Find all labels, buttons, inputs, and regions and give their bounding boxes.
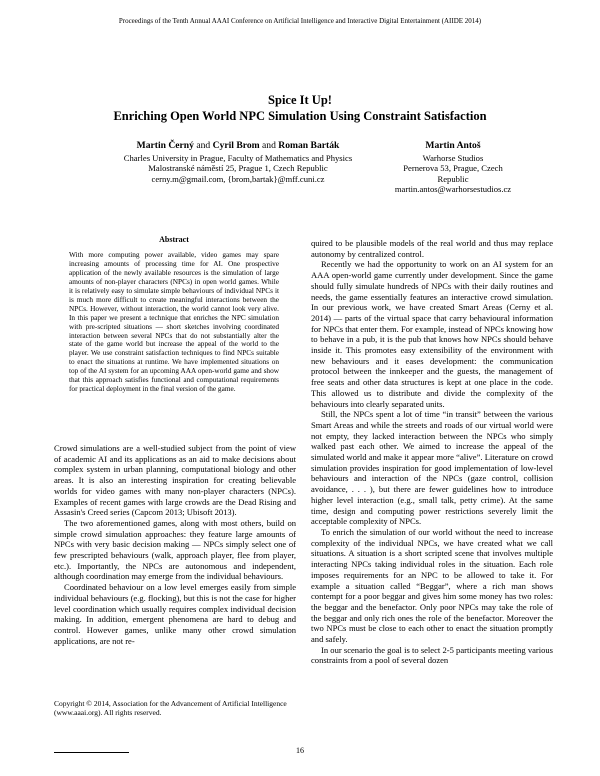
email-line: cerny.m@gmail.com, {brom,bartak}@mff.cuni.cz [151,173,325,184]
abstract-heading: Abstract [159,235,189,244]
conference-header: Proceedings of the Tenth Annual AAAI Conference on Artificial Intelligence and Interactive Digital Entertainment (AIIDE 2014) [118,17,482,25]
body-paragraph: To enrich the simulation of our world without the need to increase complexity of the individual NPCs, we have created what we call situations. A situation is a short scripted scene that involves multiple interacting NPCs taking individual roles in the situation. Each role imposes requirements for an NPC to be allowed to take it. For example a situation called “Beggar”, where a rich man shows contempt for a poor beggar and gives him some money has two roles: the beggar and the benefactor. Only poor NPCs may take the role of the beggar and only rich ones the role of the benefactor. Moreover the two NPCs must be close to each other to enact the situation promptly and safely. [311,526,553,645]
author-name: Martin Černý [136,140,194,151]
email-line: martin.antos@warhorsestudios.cz [394,183,512,194]
affiliation-right [388,153,518,194]
affiliation-line: Warhorse Studios [422,153,484,163]
abstract-text: With more computing power available, video games may spare increasing amounts of processing time for AI. One prospective application of the newly available resources is the simulation of large amounts of non-player characters (NPCs) in open world games. While it is relatively easy to simulate simple behaviours of individual NPCs it is much more difficult to create meaningful interactions between the NPCs. However, without interaction, the world cannot look very alive. In this paper we present a technique that enriches the NPC simulation with pre-scripted situations — short sketches involving coordinated interaction between several NPCs that do not substantially alter the state of the game world but increase the appeal of the world to the player. We use constraint satisfaction techniques to find NPCs suitable to enact the situations at runtime. We have implemented situations on top of the AI system for an upcoming AAA open-world game and show that this approach satisfies functional and computational requirements for practical deployment in the final version of the game. [69,249,279,394]
left-column [54,443,296,646]
body-paragraph: Still, the NPCs spent a lot of time “in transit” between the various Smart Areas and while the streets and roads of our virtual world were not empty, they lacked interaction between the NPCs who simply walked past each other. We aimed to increase the appeal of the simulated world and make it appear more “alive”. Literature on crowd simulation provides inspiration for good implementation of low-level behaviours and interaction of the NPCs (gaze control, collision avoidance, . . . ), but there are fewer guidelines how to introduce higher level interaction (e.g., small talk, petty crime). At the same time, design and computing power restrictions severely limit the acceptable complexity of NPCs. [311,409,553,527]
author-name: Cyril Brom [212,140,260,151]
author-names-left [88,141,388,151]
body-paragraph: Crowd simulations are a well-studied subject from the point of view of academic AI and its applications as an aid to make decisions about complex system in urban planning, computational biology and other areas. It is also an interesting inspiration for creating believable worlds for video games with many non-player characters (NPCs). Examples of recent games with large crowds are the Dead Rising and Assasin's Creed series (Capcom 2013; Ubisoft 2013). [54,443,296,518]
paper-title [0,92,600,124]
abstract [69,236,279,394]
body-paragraph: The two aforementioned games, along with most others, build on simple crowd simulation approaches: they feature large amounts of NPCs with very basic decision making — NPCs simply select one of few prescripted behaviours (walk, approach player, flee from player, etc.). Importantly, the NPCs are autonomous and independent, although coordination may emerge from the individual behaviours. [54,517,296,582]
copyright-notice: Copyright © 2014, Association for the Advancement of Artificial Intelligence (www.aaai.org). All rights reserved. [54,699,287,718]
affiliation-line: Pernerova 53, Prague, Czech Republic [403,163,503,184]
body-paragraph: In our scenario the goal is to select 2-5 participants meeting various constraints from a pool of several dozen [311,644,553,666]
author-separator: and [196,140,211,151]
affiliation-line: Malostranské náměstí 25, Prague 1, Czech Republic [148,163,328,174]
right-column [311,238,553,666]
body-paragraph: quired to be plausible models of the real world and thus may replace autonomy by centralized control. [311,238,553,259]
affiliation-left [88,153,388,184]
affiliation-line: Charles University in Prague, Faculty of Mathematics and Physics [123,153,353,163]
body-paragraph: Coordinated behaviour on a low level emerges easily from simple individual behaviours (e.g. flocking), but this is not the case for higher level coordination which usually requires complex individual decision making. In addition, emergent phenomena are hard to debug and control. However games, unlike many other crowd simulation applications, are not re- [54,582,296,646]
author-separator: and [262,140,276,151]
author-name: Martin Antoš [425,140,481,151]
body-paragraph: Recently we had the opportunity to work on an AI system for an AAA open-world game currently under development. Since the game should fully simulate hundreds of NPCs with their daily routines and needs, the game essentially features an interactive crowd simulation. In our previous work, we have created Smart Areas (Cerny et al. 2014) — parts of the virtual space that carry behavioural information for NPCs that enter them. For example, instead of NPCs knowing how to behave in a pub, it is the pub that knows how NPCs should behave inside it. This promotes easy extensibility of the environment with new behaviours and it eases development: the communication protocol between the innkeeper and the guests, the management of free seats and other data structures is kept at one place in the code. This allowed us to distribute and divide the complexity of the behaviours into clearly separated units. [311,259,553,409]
author-name: Roman Barták [278,140,340,151]
title-line-1: Spice It Up! [268,93,332,107]
title-line-2: Enriching Open World NPC Simulation Using Constraint Satisfaction [113,109,487,123]
page-number: 16 [296,746,304,755]
